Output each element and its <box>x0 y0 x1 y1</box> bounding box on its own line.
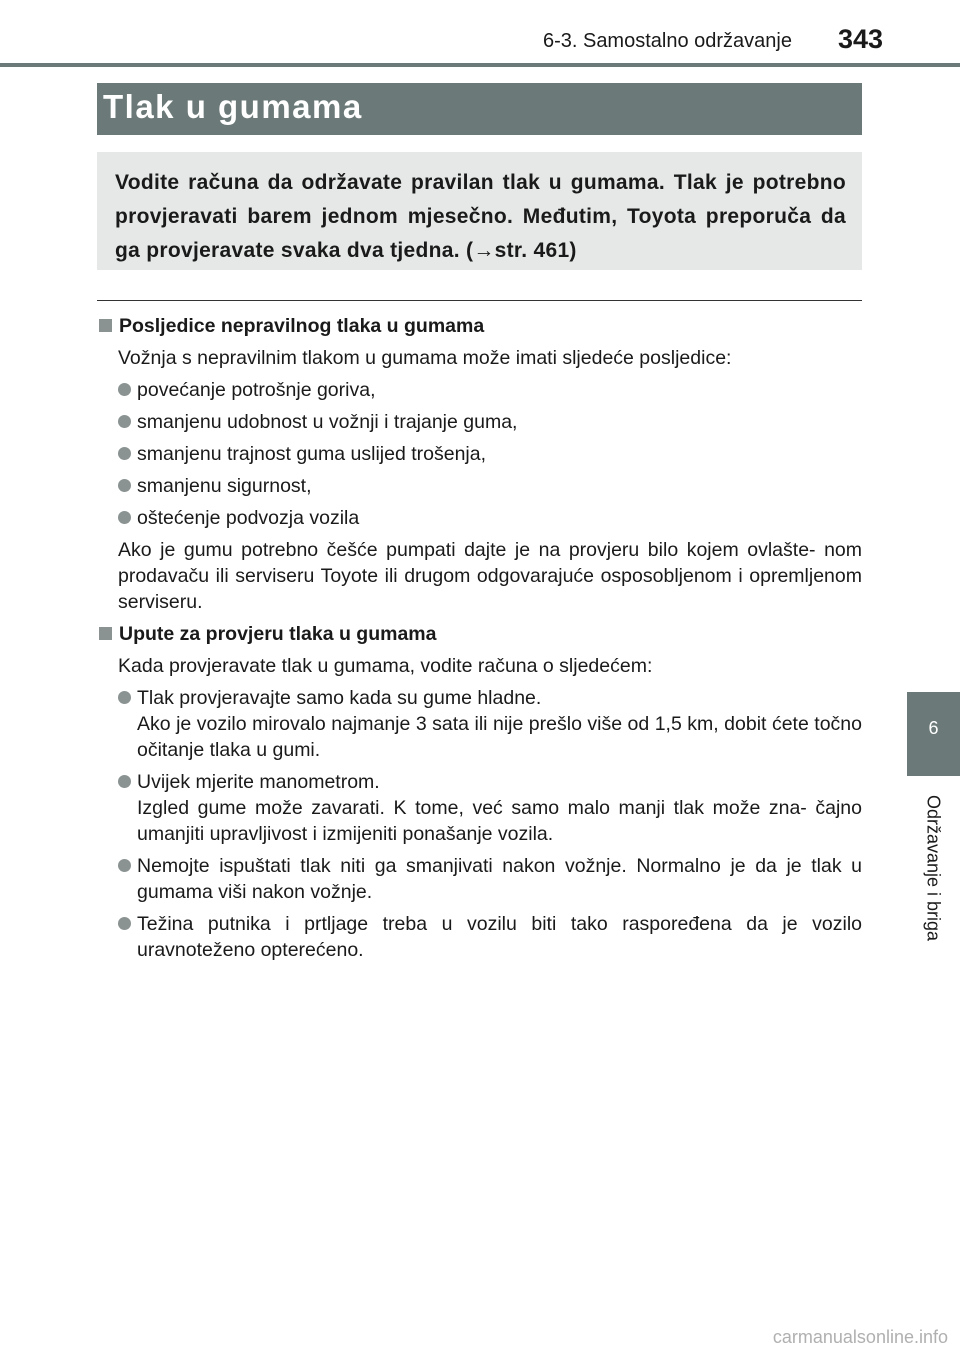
list-item <box>118 409 862 435</box>
header-rule <box>0 63 960 67</box>
circle-bullet-icon <box>118 479 131 492</box>
square-bullet-icon <box>99 319 112 332</box>
header-section-title: 6-3. Samostalno održavanje <box>542 30 792 52</box>
list-item-body <box>137 853 862 905</box>
page-title: Tlak u gumama <box>103 88 363 125</box>
list-item <box>118 505 862 531</box>
list-item-detail: Ako je vozilo mirovalo najmanje 3 sata ili nije prešlo više od 1,5 km, dobit ćete točno očitanje tlaka u gumi. <box>137 713 862 761</box>
section-lead: Vožnja s nepravilnim tlakom u gumama može imati sljedeće posljedice: <box>118 347 732 369</box>
list-item-text: oštećenje podvozja vozila <box>137 507 360 529</box>
square-bullet-icon <box>99 627 112 640</box>
list-item-body <box>137 911 862 963</box>
list-item-text: povećanje potrošnje goriva, <box>137 379 376 401</box>
section-heading <box>97 621 862 647</box>
list-item-detail: Izgled gume može zavarati. K tome, već samo malo manji tlak može zna- čajno umanjiti upravljivost i izmijeniti ponašanje vozila. <box>137 797 862 845</box>
section-lead: Kada provjeravate tlak u gumama, vodite računa o sljedećem: <box>118 655 653 677</box>
chapter-side-label-text: Održavanje i briga <box>923 794 944 942</box>
section-heading-text: Upute za provjeru tlaka u gumama <box>119 623 437 645</box>
chapter-number: 6 <box>928 718 939 738</box>
list-item-text: smanjenu udobnost u vožnji i trajanje guma, <box>137 411 518 433</box>
page-number: 343 <box>838 24 884 54</box>
circle-bullet-icon <box>118 859 131 872</box>
content-rule <box>97 300 862 301</box>
chapter-side-tab <box>907 692 960 776</box>
section-heading-text: Posljedice nepravilnog tlaka u gumama <box>119 315 485 337</box>
list-item <box>118 911 862 963</box>
title-banner <box>97 83 862 135</box>
section-footer: Ako je gumu potrebno češće pumpati dajte je na provjeru bilo kojem ovlašte- nom prodavaču ili serviseru Toyote ili drugom odgovarajuće osposobljenom i opremljenom serviseru. <box>118 539 862 613</box>
list-item <box>118 685 862 763</box>
list-item-body <box>137 685 862 763</box>
circle-bullet-icon <box>118 383 131 396</box>
circle-bullet-icon <box>118 775 131 788</box>
circle-bullet-icon <box>118 917 131 930</box>
circle-bullet-icon <box>118 447 131 460</box>
list-item <box>118 769 862 847</box>
list-item-text: Težina putnika i prtljage treba u vozilu biti tako raspoređena da je vozilo uravnoteženo opterećeno. <box>137 913 862 961</box>
list-item <box>118 853 862 905</box>
watermark: carmanualsonline.info <box>772 1327 948 1347</box>
circle-bullet-icon <box>118 691 131 704</box>
circle-bullet-icon <box>118 511 131 524</box>
list-item-text: Uvijek mjerite manometrom. <box>137 771 380 793</box>
list-item <box>118 441 862 467</box>
circle-bullet-icon <box>118 415 131 428</box>
list-item-text: smanjenu sigurnost, <box>137 475 312 497</box>
section-heading <box>97 313 862 339</box>
list-item <box>118 377 862 403</box>
intro-box <box>97 152 862 270</box>
intro-text: Vodite računa da održavate pravilan tlak u gumama. Tlak je potrebno provjeravati barem jednom mjesečno. Međutim, Toyota preporuča da ga provjeravate svaka dva tjedna. (→str. 461) <box>115 171 846 262</box>
list-item-text: Tlak provjeravajte samo kada su gume hladne. <box>137 687 542 709</box>
content <box>97 313 862 969</box>
list-item-text: smanjenu trajnost guma uslijed trošenja, <box>137 443 487 465</box>
list-item <box>118 473 862 499</box>
list-item-text: Nemojte ispuštati tlak niti ga smanjivati nakon vožnje. Normalno je da je tlak u gumama viši nakon vožnje. <box>137 855 862 903</box>
list-item-body <box>137 769 862 847</box>
